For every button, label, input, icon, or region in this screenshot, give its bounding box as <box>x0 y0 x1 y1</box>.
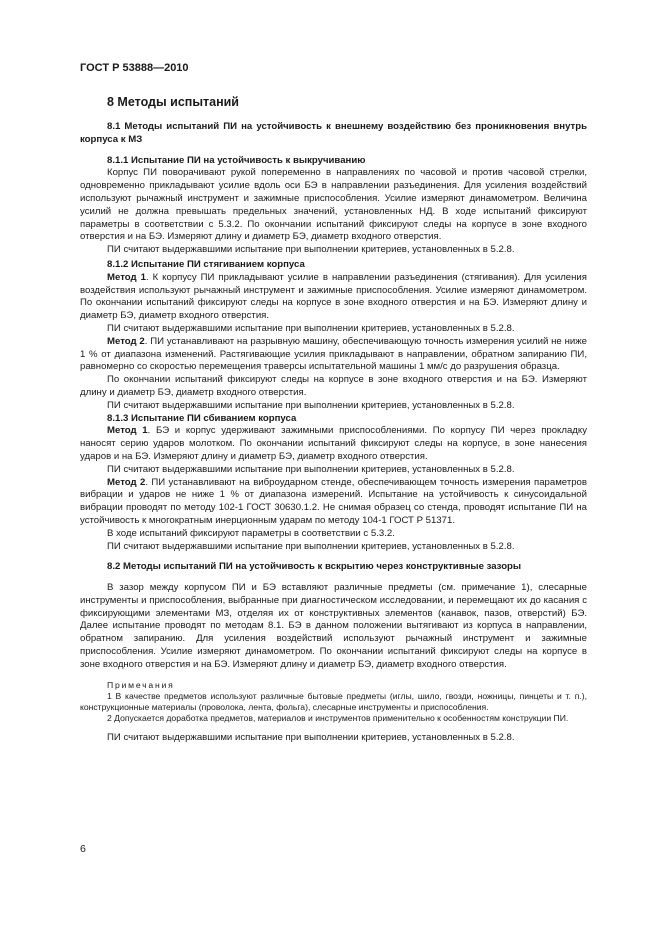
note-2: 2 Допускается доработка предметов, материалов и инструментов применительно к особенностям конструкции ПИ. <box>107 712 569 723</box>
paragraph: По окончании испытаний фиксируют следы на корпусе в зоне входного отверстия и на БЭ. Измеряют длину и диаметр БЭ, диаметр входного отверстия. <box>80 374 587 398</box>
page-content <box>80 95 587 744</box>
subsection-8-1-title: 8.1 Методы испытаний ПИ на устойчивость к внешнему воздействию без проникновения внутрь корпуса к МЗ <box>80 121 587 145</box>
page-number: 6 <box>80 843 86 855</box>
method-text: . ПИ устанавливают на разрывную машину, обеспечивающую точность измерения усилий не ниже 1 % от диапазона изменений. Растягивающие усилия прикладывают в направлении, обратном запиранию ПИ, равномерно со скоростью перемещения траверсы испытательной машины 1 мм/с до разрушения образца. <box>80 335 587 373</box>
paragraph: Корпус ПИ поворачивают рукой попеременно в направлениях по часовой и против часовой стрелки, одновременно прикладывают усилие вдоль оси БЭ в направлении разъединения. Для усиления воздействий используют рычажный инструмент и зажимные приспособления. Усилие измеряют динамометром. Величина усилий не должна превышать предельных значений, установленных НД. В ходе испытаний фиксируют параметры в соответствии с 5.3.2. По окончании испытаний фиксируют следы на корпусе в зоне входного отверстия и на БЭ. Измеряют длину и диаметр БЭ, диаметр входного отверстия. <box>80 167 587 243</box>
method-label: Метод 1 <box>107 271 146 283</box>
method-label: Метод 2 <box>107 476 146 488</box>
method-text: . БЭ и корпус удерживают зажимными приспособлениями. По корпусу ПИ через прокладку наносят серию ударов молотком. По окончании испытаний фиксируют следы на корпусе, в зоне нанесения ударов и на БЭ. Измеряют длину и диаметр БЭ, диаметр входного отверстия. <box>80 425 587 462</box>
document-code: ГОСТ Р 53888—2010 <box>80 62 189 74</box>
method-text: . К корпусу ПИ прикладывают усилие в направлении разъединения (стягивания). Для усиления воздействия используют рычажный инструмент и зажимные приспособления. Усилие измеряют динамометром. По окончании испытаний фиксируют следы на корпусе в зоне входного отверстия и на БЭ. Измеряют длину и диаметр БЭ, диаметр входного отверстия. <box>80 271 587 322</box>
method-label: Метод 2 <box>107 335 145 347</box>
method-paragraph <box>80 272 587 323</box>
clause-8-1-1-title: 8.1.1 Испытание ПИ на устойчивость к выкручиванию <box>107 154 366 166</box>
paragraph: В зазор между корпусом ПИ и БЭ вставляют различные предметы (см. примечание 1), слесарные инструменты и приспособления, выбранные при диагностическом исследовании, и перемещают их до касания с фиксирующими элементами МЗ, отделяя их от конструктивных элементов (канавок, пазов, отверстий) БЭ. Далее испытание проводят по методам 8.1. БЭ в данном положении вытягивают из корпуса в направлении, обратном запиранию. Для усиления воздействий используют рычажный инструмент и зажимные приспособления. Усилие измеряют динамометром. По окончании испытаний фиксируют следы на корпусе в зоне входного отверстия и на БЭ. Измеряют длину и диаметр БЭ, диаметр входного отверстия. <box>80 582 587 670</box>
note-1: 1 В качестве предметов используют различные бытовые предметы (иглы, шило, гвозди, ножницы, пинцеты и т. п.), конструкционные материалы (проволока, лента, фольга), слесарные инструменты и приспособления. <box>80 690 587 712</box>
method-paragraph <box>80 425 587 463</box>
section-title: 8 Методы испытаний <box>107 95 239 109</box>
method-text: . ПИ устанавливают на виброударном стенде, обеспечивающем точность измерения параметров вибрации и ударов не ниже 1 % от диапазона измерений. Испытание на устойчивость к синусоидальной вибрации проводят по методу 102-1 ГОСТ 30630.1.2. Не снимая образец со стенда, проводят испытание ПИ на устойчивость к многократным инерционным ударам по методу 104-1 ГОСТ Р 51371. <box>80 476 587 526</box>
criteria-paragraph: ПИ считают выдержавшими испытание при выполнении критериев, установленных в 5.2.8. <box>107 322 515 334</box>
criteria-paragraph: ПИ считают выдержавшими испытание при выполнении критериев, установленных в 5.2.8. <box>107 244 515 256</box>
notes-title: Примечания <box>107 679 175 690</box>
criteria-paragraph: ПИ считают выдержавшими испытание при выполнении критериев, установленных в 5.2.8. <box>107 399 515 411</box>
clause-8-1-3-title: 8.1.3 Испытание ПИ сбиванием корпуса <box>107 412 297 424</box>
criteria-paragraph: ПИ считают выдержавшими испытание при выполнении критериев, установленных в 5.2.8. <box>107 540 515 552</box>
method-paragraph <box>80 336 587 374</box>
criteria-paragraph: ПИ считают выдержавшими испытание при выполнении критериев, установленных в 5.2.8. <box>107 463 515 475</box>
method-label: Метод 1 <box>107 425 148 437</box>
subsection-8-2-title: 8.2 Методы испытаний ПИ на устойчивость к вскрытию через конструктивные зазоры <box>107 561 522 573</box>
clause-8-1-2-title: 8.1.2 Испытание ПИ стягиванием корпуса <box>107 258 305 270</box>
paragraph: В ходе испытаний фиксируют параметры в соответствии с 5.3.2. <box>107 527 395 539</box>
method-paragraph <box>80 477 587 528</box>
criteria-paragraph: ПИ считают выдержавшими испытание при выполнении критериев, установленных в 5.2.8. <box>107 731 515 743</box>
